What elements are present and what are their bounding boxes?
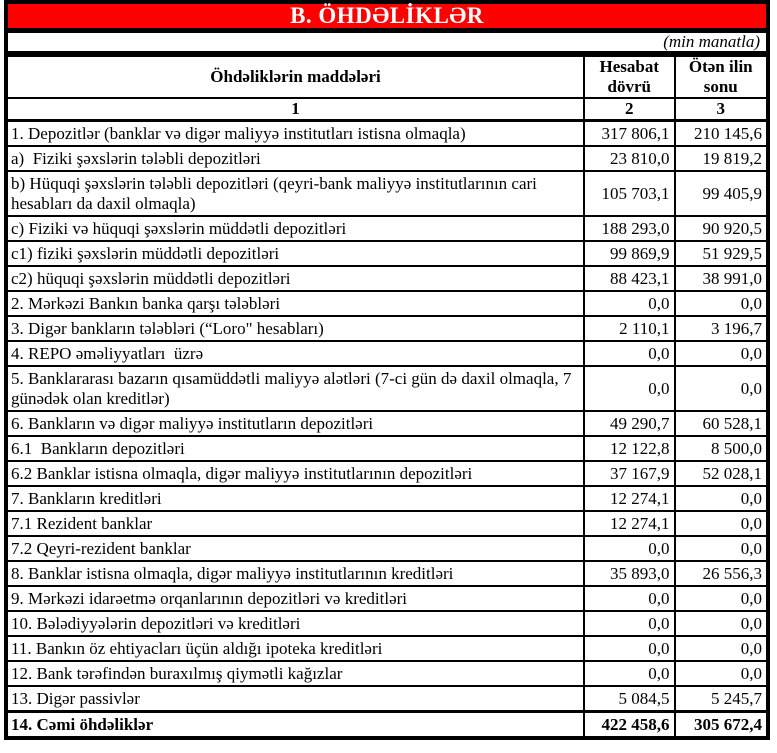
column-number-2: 2 xyxy=(584,98,674,121)
row-label: 6.2 Banklar istisna olmaqla, digər maliyyə institutlarının depozitləri xyxy=(6,461,584,486)
row-value-previous: 19 819,2 xyxy=(675,146,769,171)
row-label: 14. Cəmi öhdəliklər xyxy=(6,712,584,739)
table-row xyxy=(6,486,768,511)
row-value-previous: 0,0 xyxy=(675,486,769,511)
row-value-current: 422 458,6 xyxy=(584,712,674,739)
column-number-row xyxy=(6,98,768,121)
row-value-current: 5 084,5 xyxy=(584,686,674,712)
section-title-row xyxy=(6,2,768,31)
row-value-previous: 0,0 xyxy=(675,291,769,316)
table-header-row xyxy=(6,54,768,98)
row-value-current: 0,0 xyxy=(584,611,674,636)
row-value-previous: 26 556,3 xyxy=(675,561,769,586)
table-row xyxy=(6,636,768,661)
row-value-current: 12 122,8 xyxy=(584,436,674,461)
row-value-current: 105 703,1 xyxy=(584,171,674,216)
table-row xyxy=(6,661,768,686)
row-value-current: 49 290,7 xyxy=(584,411,674,436)
table-row xyxy=(6,366,768,411)
table-row xyxy=(6,146,768,171)
row-value-current: 0,0 xyxy=(584,661,674,686)
table-row xyxy=(6,341,768,366)
table-row xyxy=(6,121,768,147)
row-value-previous: 210 145,6 xyxy=(675,121,769,147)
table-row xyxy=(6,291,768,316)
row-value-previous: 38 991,0 xyxy=(675,266,769,291)
liabilities-table xyxy=(4,0,770,740)
table-row xyxy=(6,216,768,241)
row-label: c1) fiziki şəxslərin müddətli depozitləri xyxy=(6,241,584,266)
table-row xyxy=(6,611,768,636)
row-value-previous: 99 405,9 xyxy=(675,171,769,216)
column-number-3: 3 xyxy=(675,98,769,121)
section-title: B. ÖHDƏLİKLƏR xyxy=(6,2,768,31)
table-row xyxy=(6,536,768,561)
col-header-current-period: Hesabat dövrü xyxy=(584,54,674,98)
row-label: 5. Banklararası bazarın qısamüddətli maliyyə alətləri (7-ci gün də daxil olmaqla, 7 günədək olan kreditlər) xyxy=(6,366,584,411)
row-value-current: 37 167,9 xyxy=(584,461,674,486)
unit-note-row xyxy=(6,31,768,55)
row-value-current: 0,0 xyxy=(584,291,674,316)
row-value-current: 0,0 xyxy=(584,536,674,561)
table-row xyxy=(6,511,768,536)
row-label: 6.1 Bankların depozitləri xyxy=(6,436,584,461)
row-label: b) Hüquqi şəxslərin tələbli depozitləri (qeyri-bank maliyyə institutlarının cari hesabları da daxil olmaqla) xyxy=(6,171,584,216)
row-label: 8. Banklar istisna olmaqla, digər maliyyə institutlarının kreditləri xyxy=(6,561,584,586)
row-value-current: 0,0 xyxy=(584,586,674,611)
row-label: 2. Mərkəzi Bankın banka qarşı tələbləri xyxy=(6,291,584,316)
table-row xyxy=(6,436,768,461)
row-label: 10. Bələdiyyələrin depozitləri və kreditləri xyxy=(6,611,584,636)
row-label: 6. Bankların və digər maliyyə institutların depozitləri xyxy=(6,411,584,436)
row-label: c) Fiziki və hüquqi şəxslərin müddətli depozitləri xyxy=(6,216,584,241)
row-value-current: 188 293,0 xyxy=(584,216,674,241)
table-row xyxy=(6,461,768,486)
liabilities-table-body xyxy=(6,2,768,738)
row-value-current: 0,0 xyxy=(584,636,674,661)
row-value-previous: 90 920,5 xyxy=(675,216,769,241)
table-row xyxy=(6,316,768,341)
table-row xyxy=(6,241,768,266)
row-value-previous: 0,0 xyxy=(675,586,769,611)
row-value-current: 0,0 xyxy=(584,366,674,411)
row-label: 12. Bank tərəfindən buraxılmış qiymətli kağızlar xyxy=(6,661,584,686)
row-value-previous: 3 196,7 xyxy=(675,316,769,341)
table-row xyxy=(6,712,768,739)
row-label: c2) hüquqi şəxslərin müddətli depozitləri xyxy=(6,266,584,291)
row-value-current: 23 810,0 xyxy=(584,146,674,171)
unit-note: (min manatla) xyxy=(6,31,768,55)
row-label: 7.2 Qeyri-rezident banklar xyxy=(6,536,584,561)
row-value-previous: 0,0 xyxy=(675,661,769,686)
row-value-previous: 52 028,1 xyxy=(675,461,769,486)
row-label: 3. Digər bankların tələbləri (“Loro" hesabları) xyxy=(6,316,584,341)
table-row xyxy=(6,411,768,436)
row-value-previous: 60 528,1 xyxy=(675,411,769,436)
row-value-current: 12 274,1 xyxy=(584,486,674,511)
row-label: 7.1 Rezident banklar xyxy=(6,511,584,536)
row-label: a) Fiziki şəxslərin tələbli depozitləri xyxy=(6,146,584,171)
row-value-previous: 0,0 xyxy=(675,366,769,411)
row-value-previous: 5 245,7 xyxy=(675,686,769,712)
row-label: 11. Bankın öz ehtiyacları üçün aldığı ipoteka kreditləri xyxy=(6,636,584,661)
row-value-current: 88 423,1 xyxy=(584,266,674,291)
row-value-previous: 0,0 xyxy=(675,511,769,536)
row-value-previous: 305 672,4 xyxy=(675,712,769,739)
table-row xyxy=(6,686,768,712)
col-header-previous-year-end: Ötən ilin sonu xyxy=(675,54,769,98)
table-row xyxy=(6,561,768,586)
row-value-previous: 0,0 xyxy=(675,636,769,661)
row-label: 4. REPO əməliyyatları üzrə xyxy=(6,341,584,366)
row-value-current: 0,0 xyxy=(584,341,674,366)
row-value-previous: 0,0 xyxy=(675,341,769,366)
row-value-previous: 51 929,5 xyxy=(675,241,769,266)
column-number-1: 1 xyxy=(6,98,584,121)
row-label: 13. Digər passivlər xyxy=(6,686,584,712)
table-row xyxy=(6,171,768,216)
row-value-previous: 0,0 xyxy=(675,611,769,636)
table-row xyxy=(6,586,768,611)
row-value-previous: 8 500,0 xyxy=(675,436,769,461)
row-value-current: 2 110,1 xyxy=(584,316,674,341)
table-row xyxy=(6,266,768,291)
row-value-current: 99 869,9 xyxy=(584,241,674,266)
row-value-current: 12 274,1 xyxy=(584,511,674,536)
row-value-current: 35 893,0 xyxy=(584,561,674,586)
col-header-items: Öhdəliklərin maddələri xyxy=(6,54,584,98)
row-value-current: 317 806,1 xyxy=(584,121,674,147)
row-label: 7. Bankların kreditləri xyxy=(6,486,584,511)
row-value-previous: 0,0 xyxy=(675,536,769,561)
row-label: 1. Depozitlər (banklar və digər maliyyə institutları istisna olmaqla) xyxy=(6,121,584,147)
row-label: 9. Mərkəzi idarəetmə orqanlarının depozitləri və kreditləri xyxy=(6,586,584,611)
